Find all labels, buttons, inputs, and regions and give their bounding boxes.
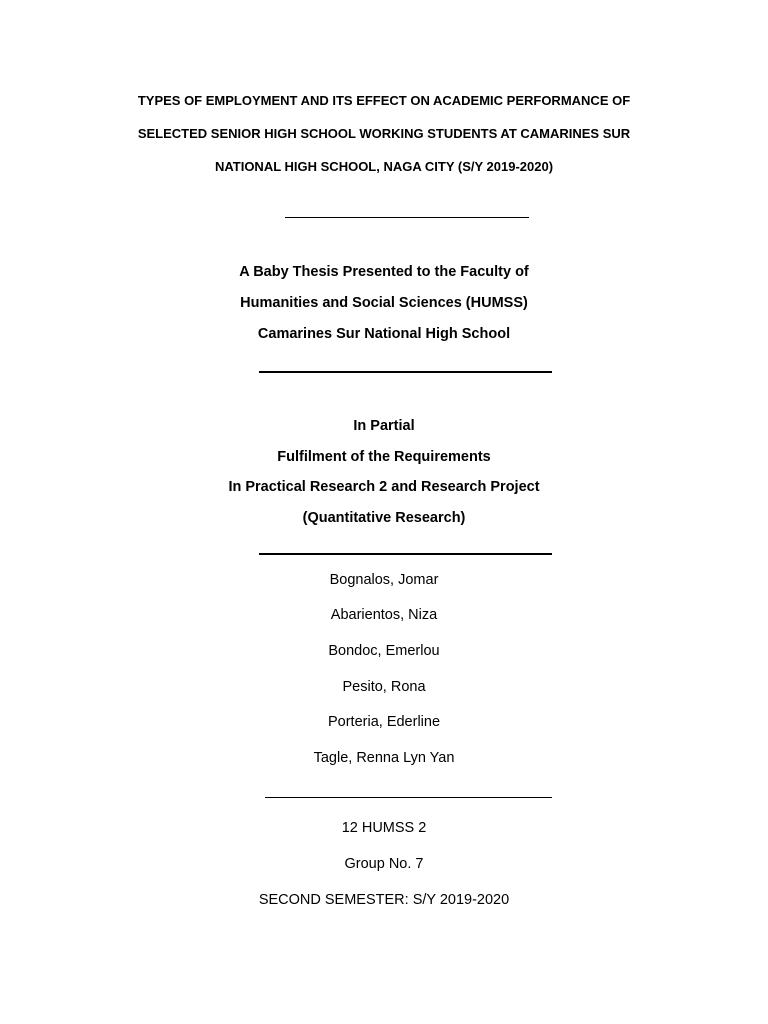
divider-4 [265, 797, 552, 798]
divider-1 [285, 217, 529, 218]
author-name: Tagle, Renna Lyn Yan [313, 750, 455, 766]
thesis-title-line-2: SELECTED SENIOR HIGH SCHOOL WORKING STUDENTS AT CAMARINES SUR [137, 126, 631, 141]
requirements-line-2: Fulfilment of the Requirements [277, 449, 491, 465]
divider-3 [259, 553, 552, 555]
divider-2 [259, 371, 552, 373]
thesis-title-line-3: NATIONAL HIGH SCHOOL, NAGA CITY (S/Y 2019-2020) [214, 159, 554, 174]
semester-label: SECOND SEMESTER: S/Y 2019-2020 [258, 892, 510, 908]
section-label: 12 HUMSS 2 [341, 820, 427, 836]
author-name: Abarientos, Niza [330, 607, 438, 623]
requirements-line-3: In Practical Research 2 and Research Project [228, 479, 540, 495]
requirements-line-1: In Partial [353, 418, 415, 434]
author-name: Bondoc, Emerlou [328, 643, 440, 659]
requirements-line-4: (Quantitative Research) [302, 510, 466, 526]
thesis-title-line-1: TYPES OF EMPLOYMENT AND ITS EFFECT ON ACADEMIC PERFORMANCE OF [137, 93, 631, 108]
group-label: Group No. 7 [344, 856, 424, 872]
presentation-line-3: Camarines Sur National High School [257, 326, 511, 342]
author-name: Bognalos, Jomar [329, 572, 439, 588]
presentation-line-1: A Baby Thesis Presented to the Faculty of [239, 264, 529, 280]
author-name: Porteria, Ederline [327, 714, 441, 730]
presentation-line-2: Humanities and Social Sciences (HUMSS) [240, 295, 528, 311]
author-name: Pesito, Rona [342, 679, 426, 695]
